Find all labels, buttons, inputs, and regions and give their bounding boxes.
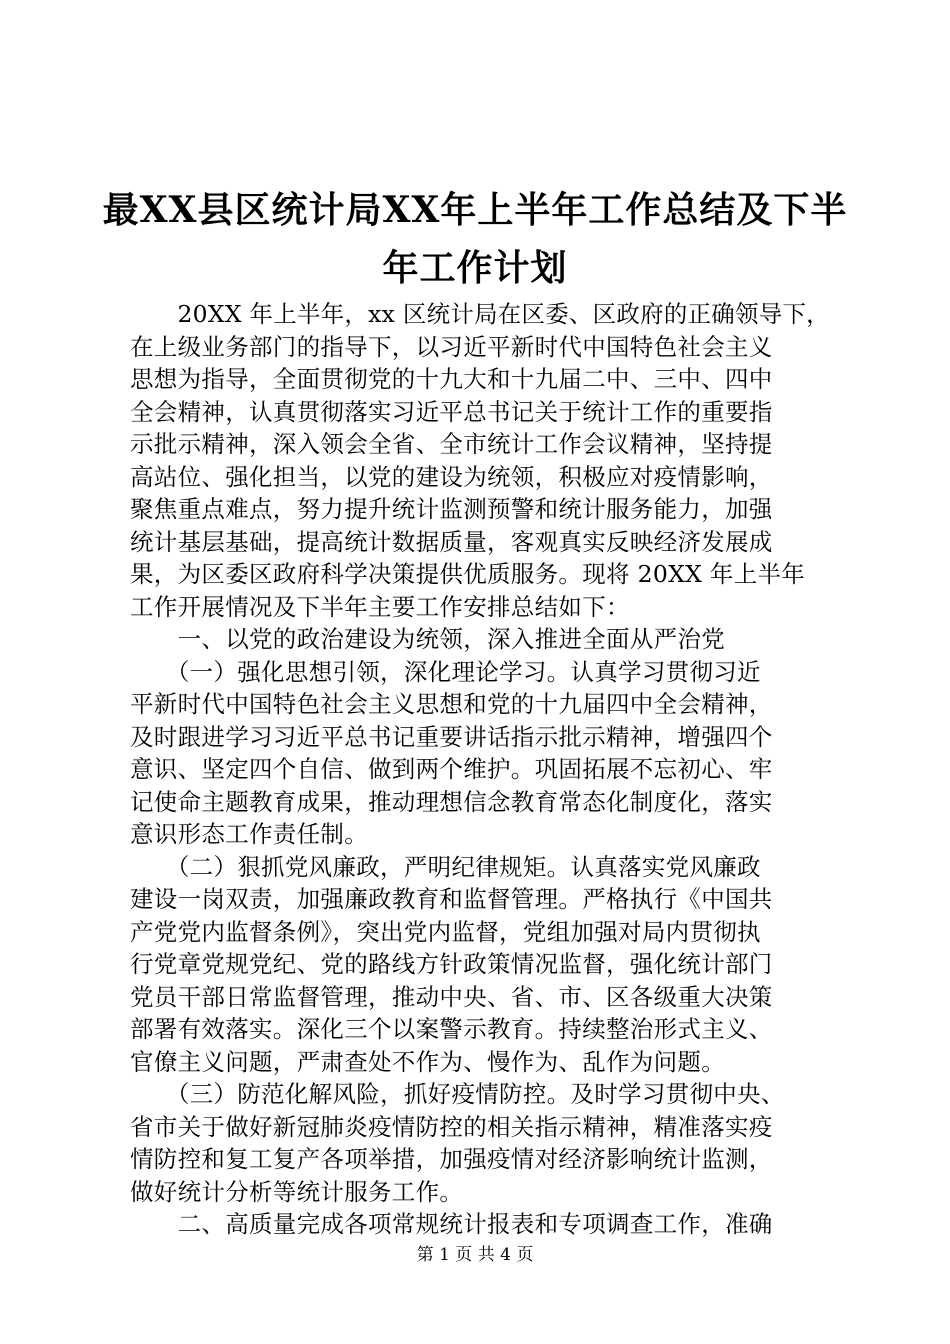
body-text-line: 20XX 年上半年，xx 区统计局在区委、区政府的正确领导下， <box>130 300 830 328</box>
body-text-line: 思想为指导，全面贯彻党的十九大和十九届二中、三中、四中 <box>130 365 773 393</box>
body-text-line: 省市关于做好新冠肺炎疫情防控的相关指示精神，精准落实疫 <box>130 1112 773 1141</box>
body-text-line: 二、高质量完成各项常规统计报表和专项调查工作，准确 <box>130 1210 773 1238</box>
body-text-line: 果，为区委区政府科学决策提供优质服务。现将 20XX 年上半年 <box>130 560 806 588</box>
body-text-line: 高站位、强化担当，以党的建设为统领，积极应对疫情影响， <box>130 462 773 491</box>
body-text-line: 情防控和复工复产各项举措，加强疫情对经济影响统计监测， <box>130 1145 773 1173</box>
body-text-line: 在上级业务部门的指导下，以习近平新时代中国特色社会主义 <box>130 332 773 361</box>
body-text-line: 工作开展情况及下半年主要工作安排总结如下： <box>130 592 630 621</box>
body-text-line: 意识形态工作责任制。 <box>130 820 368 848</box>
body-text-line: 平新时代中国特色社会主义思想和党的十九届四中全会精神， <box>130 690 773 718</box>
body-text-line: 产党党内监督条例》，突出党内监督，党组加强对局内贯彻执 <box>130 917 761 946</box>
body-text-line: 全会精神，认真贯彻落实习近平总书记关于统计工作的重要指 <box>130 397 773 426</box>
page-footer: 第 1 页 共 4 页 <box>416 1245 534 1265</box>
body-text-line: 聚焦重点难点，努力提升统计监测预警和统计服务能力，加强 <box>130 495 773 523</box>
body-text-line: 做好统计分析等统计服务工作。 <box>130 1177 464 1206</box>
body-text-line: 行党章党规党纪、党的路线方针政策情况监督，强化统计部门 <box>130 950 773 978</box>
body-text-line: 记使命主题教育成果，推动理想信念教育常态化制度化，落实 <box>130 787 773 816</box>
body-text-line: 一、以党的政治建设为统领，深入推进全面从严治党 <box>130 625 725 653</box>
body-text-line: 建设一岗双责，加强廉政教育和监督管理。严格执行《中国共 <box>130 885 773 913</box>
body-text-line: 部署有效落实。深化三个以案警示教育。持续整治形式主义、 <box>130 1015 773 1043</box>
document-title-line-1: 最XX县区统计局XX年上半年工作总结及下半 <box>102 189 848 231</box>
body-text-line: （一）强化思想引领，深化理论学习。认真学习贯彻习近 <box>130 657 761 686</box>
body-text-line: 官僚主义问题，严肃查处不作为、慢作为、乱作为问题。 <box>130 1047 725 1076</box>
body-text-line: （三）防范化解风险，抓好疫情防控。及时学习贯彻中央、 <box>130 1080 785 1108</box>
body-text-line: 及时跟进学习习近平总书记重要讲话指示批示精神，增强四个 <box>130 722 773 751</box>
body-text-line: 统计基层基础，提高统计数据质量，客观真实反映经济发展成 <box>130 527 773 556</box>
body-text-line: 意识、坚定四个自信、做到两个维护。巩固拓展不忘初心、牢 <box>130 755 773 783</box>
body-text-line: 示批示精神，深入领会全省、全市统计工作会议精神，坚持提 <box>130 430 773 458</box>
body-text-line: （二）狠抓党风廉政，严明纪律规矩。认真落实党风廉政 <box>130 852 761 881</box>
document-title-line-2: 年工作计划 <box>382 247 568 289</box>
body-text-line: 党员干部日常监督管理，推动中央、省、市、区各级重大决策 <box>130 982 773 1011</box>
